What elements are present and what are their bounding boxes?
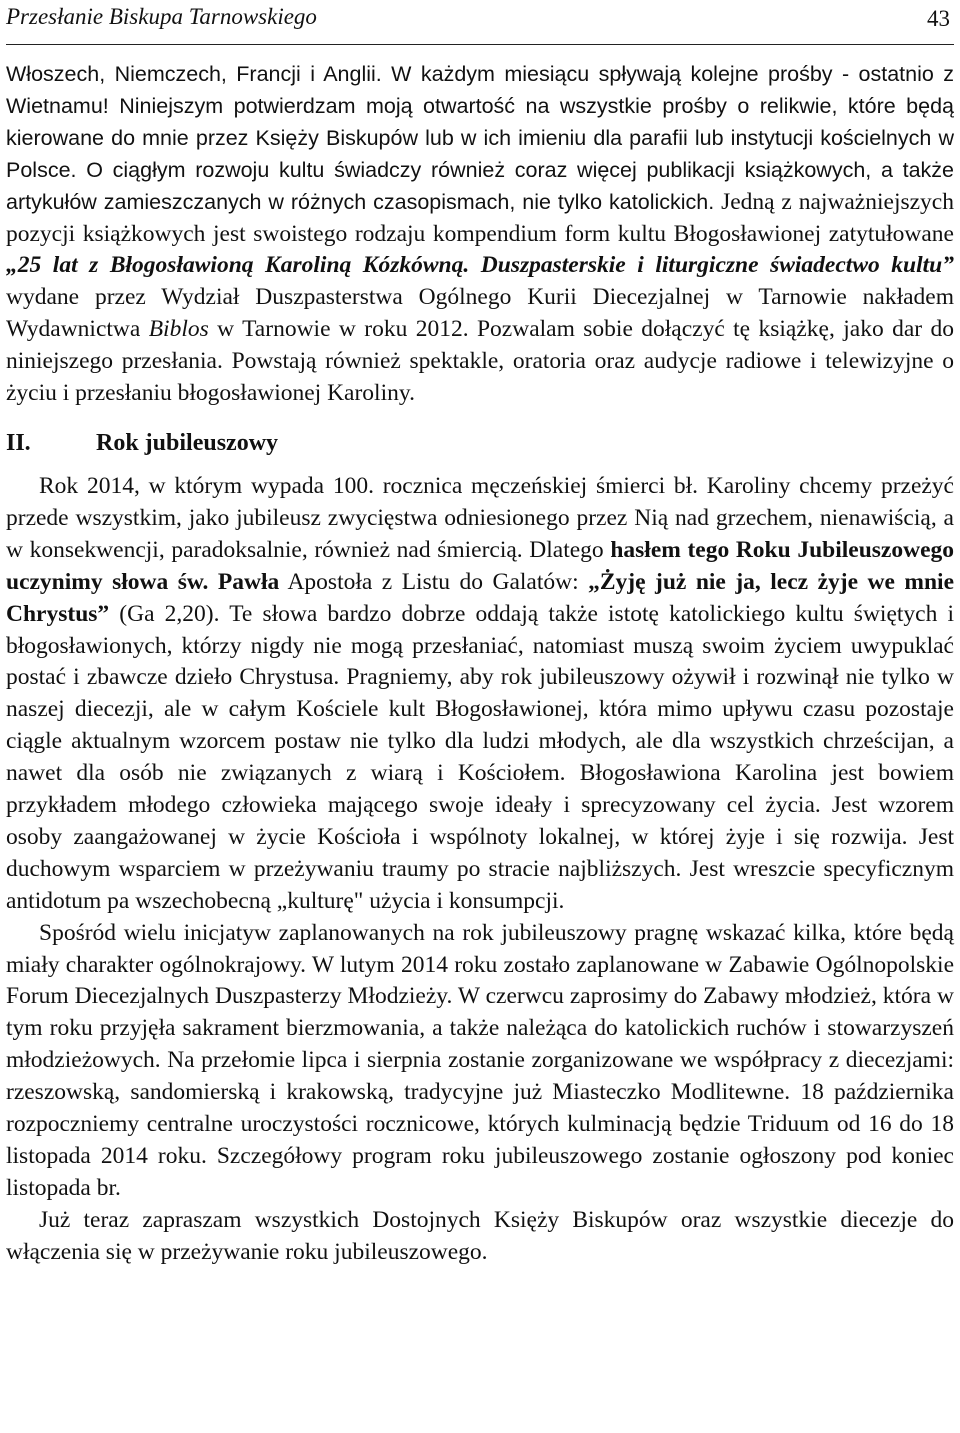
publisher-name: Biblos [148,316,209,343]
section-number: II. [6,429,31,456]
section-title: Rok jubileuszowy [96,429,279,456]
paragraph-relics-sentence-2: O ciągłym rozwoju kultu świadczy również coraz więcej publikacji książkowych, a także artykułów zamieszczanych w różnych czasopismach, nie tylko katolickich. [6,157,954,214]
paragraph-relics-sentence-4: wydane przez Wydział Duszpasterstwa Ogólnego Kurii Diecezjalnej w Tarnowie nakładem Wydawnictwa [6,284,954,343]
paragraph-relics [6,59,954,410]
section-heading [6,428,954,459]
running-title: Przesłanie Biskupa Tarnowskiego [6,4,317,29]
paragraph-relics-sentence-1: Włoszech, Niemczech, Francji i Anglii. W każdym miesiącu spływają kolejne prośby - ostatnio z Wietnamu! Niniejszym potwierdzam moją otwartość na wszystkie prośby o relikwie, które będą kierowane do mnie przez Księży Biskupów lub w ich imieniu dla parafii lub instytucji kościelnych w Polsce. [6,62,954,182]
paragraph-jubilee-part-1: Rok 2014, w którym wypada 100. rocznica męczeńskiej śmierci bł. Karoliny chcemy przeżyć przede wszystkim, jako jubileusz zwycięstwa odniesionego przez Nią nad grzechem, nienawiścią, a w konsekwencji, paradoksalnie, również nad śmiercią. Dlatego [6,472,954,563]
running-header [6,0,954,45]
jubilee-motto-intro: hasłem tego Roku Jubileuszowego uczynimy słowa św. Pawła [6,536,955,595]
paragraph-jubilee-part-2: Apostoła z Listu do Galatów: [279,568,589,595]
book-title: „25 lat z Błogosławioną Karoliną Kózkówną. Duszpasterskie i liturgiczne świadectwo kultu” [6,252,954,279]
paragraph-invitation: Już teraz zapraszam wszystkich Dostojnych Księży Biskupów oraz wszystkie diecezje do włączenia się w przeżywanie roku jubileuszowego. [6,1206,954,1265]
body-text [6,59,954,1269]
paragraph-relics-sentence-5: w Tarnowie w roku 2012. Pozwalam sobie dołączyć tę książkę, jako dar do niniejszego przesłania. Powstają również spektakle, oratoria oraz audycje radiowe i telewizyjne o życiu i przesłaniu błogosławionej Karoliny. [6,316,954,407]
paragraph-initiatives: Spośród wielu inicjatyw zaplanowanych na rok jubileuszowy pragnę wskazać kilka, które będą miały charakter ogólnokrajowy. W lutym 2014 roku zostało zaplanowane w Zabawie Ogólnopolskie Forum Diecezjalnych Duszpasterzy Młodzieży. W czerwcu zaprosimy do Zabawy młodzież, która w tym roku przyjęła sakrament bierzmowania, a także należąca do katolickich ruchów i stowarzyszeń młodzieżowych. Na przełomie lipca i sierpnia zostanie zorganizowane we współpracy z diecezjami: rzeszowską, sandomierską i krakowską, tradycyjne już Miasteczko Modlitewne. 18 października rozpoczniemy centralne uroczystości rocznicowe, których kulminacją będzie Triduum od 16 do 18 listopada 2014 roku. Szczegółowy program roku jubileuszowego zostanie ogłoszony pod koniec listopada br. [6,919,954,1201]
document-page [6,0,954,1433]
jubilee-motto-quote: „Żyję już nie ja, lecz żyje we mnie Chrystus” [6,568,954,627]
paragraph-jubilee [6,471,954,918]
page-number: 43 [927,6,950,31]
paragraph-jubilee-part-3: (Ga 2,20). Te słowa bardzo dobrze oddają także istotę katolickiego kultu świętych i błogosławionych, którzy nigdy nie mogą przesłaniać, natomiast muszą swoim życiem uwypuklać postać i zbawcze dzieło Chrystusa. Pragniemy, aby rok jubileuszowy ożywił i rozwinął nie tylko w naszej diecezji, ale w całym Kościele kult Błogosławionej, która mimo upływu czasu pozostaje ciągle aktualnym wzorcem postaw nie tylko dla ludzi młodych, ale dla wszystkich chrześcijan, a nawet dla osób nie związanych z wiarą i Kościołem. Błogosławiona Karolina jest bowiem przykładem młodego człowieka mającego swoje ideały i sprecyzowany cel życia. Jest wzorem osoby zaangażowanej w życie Kościoła i wspólnoty lokalnej, w której żyje i się rozwija. Jest duchowym wsparciem w przeżywaniu traumy po stracie najbliższych. Jest wreszcie specyficznym antidotum pa wszechobecną „kulturę" użycia i konsumpcji. [6,600,954,914]
paragraph-relics-sentence-3: Jedną z najważniejszych pozycji książkowych jest swoistego rodzaju kompendium form kultu Błogosławionej zatytułowane [6,188,954,247]
